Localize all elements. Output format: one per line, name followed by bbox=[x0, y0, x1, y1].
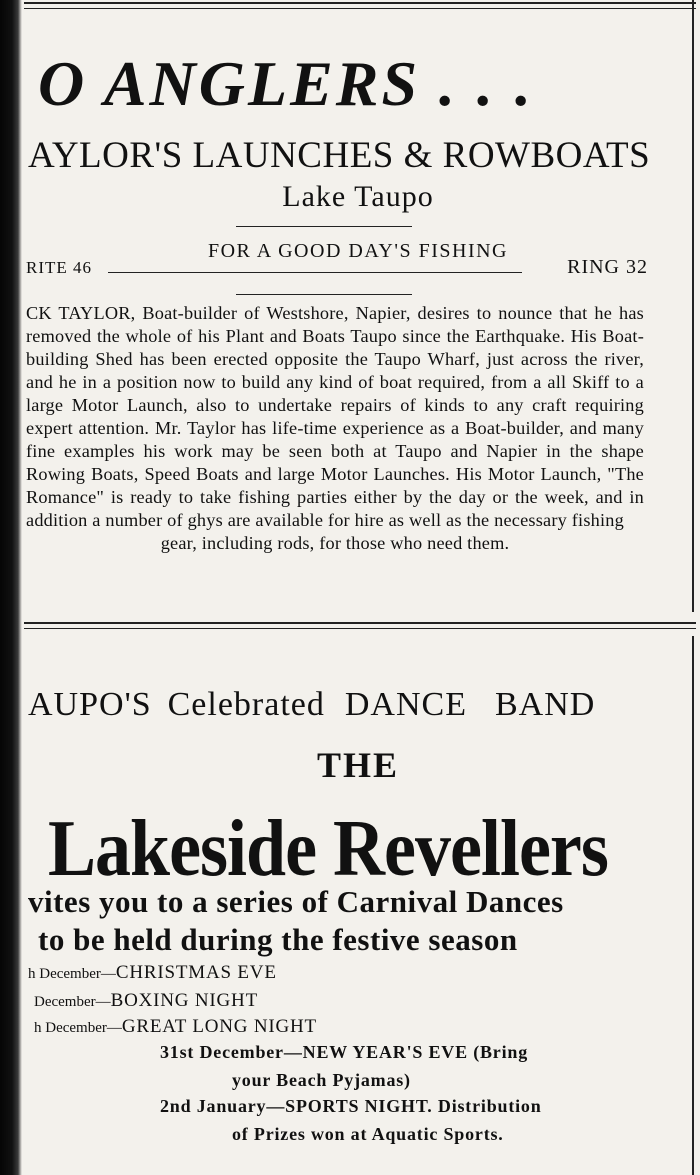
event-name: BOXING NIGHT bbox=[110, 990, 258, 1011]
event-name: CHRISTMAS EVE bbox=[115, 962, 277, 983]
band-intro-line bbox=[28, 686, 668, 724]
band-intro-dance: DANCE bbox=[344, 686, 467, 723]
band-article: THE bbox=[316, 745, 400, 785]
business-name: AYLOR'S LAUNCHES & ROWBOATS bbox=[28, 135, 651, 176]
event-name: GREAT LONG NIGHT bbox=[121, 1016, 317, 1037]
phone-left: RITE 46 bbox=[26, 258, 93, 277]
body-paragraph: CK TAYLOR, Boat-builder of Westshore, Napier, desires to nounce that he has removed the whole of his Plant and Boats Taupo since the Earthquake. His Boat-building Shed has been erected opposite the Taupo Wharf, just across the river, and he in a position now to build any kind of boat required, from a all Skiff to a large Motor Launch, also to undertake repairs of kinds to any craft requiring expert attention. Mr. Taylor has life-time experience as a Boat-builder, and many fine examples his work may be seen both at Taupo and Napier in the shape Rowing Boats, Speed Boats and large Motor Launches. His Motor Launch, "The Romance" is ready to take fishing parties either by the day or the week, and in addition a number of ghys are available for hire as well as the necessary fishing bbox=[26, 303, 644, 530]
event-name: NEW YEAR'S EVE (Bring bbox=[302, 1042, 528, 1062]
divider-rule-2 bbox=[236, 294, 412, 295]
band-intro-celebrated: Celebrated bbox=[167, 686, 325, 723]
event-christmas-eve bbox=[28, 962, 277, 984]
fishing-tagline: FOR A GOOD DAY'S FISHING bbox=[207, 240, 509, 262]
event-date: 31st December— bbox=[160, 1042, 303, 1062]
band-name: Lakeside Revellers bbox=[48, 803, 608, 893]
anglers-headline: O ANGLERS . . . bbox=[38, 48, 535, 119]
event-date: h December— bbox=[34, 1020, 122, 1036]
phone-leader-rule bbox=[108, 272, 522, 273]
event-sports-night-cont bbox=[232, 1124, 504, 1145]
section-divider-rule bbox=[24, 622, 696, 624]
dance-band-advertisement bbox=[24, 636, 694, 1175]
event-name: SPORTS NIGHT. Distribution bbox=[285, 1096, 542, 1116]
advertisement-body bbox=[26, 302, 644, 555]
event-sports-night bbox=[160, 1096, 542, 1117]
invite-line-1: vites you to a series of Carnival Dances bbox=[28, 884, 564, 919]
invite-line-2: to be held during the festive season bbox=[38, 922, 518, 957]
event-date: h December— bbox=[28, 966, 116, 982]
event-date: 2nd January— bbox=[160, 1096, 286, 1116]
event-new-years-eve-cont bbox=[232, 1070, 411, 1091]
anglers-advertisement bbox=[24, 0, 694, 612]
event-date: December— bbox=[34, 994, 111, 1010]
band-intro-band: BAND bbox=[494, 686, 596, 723]
event-boxing-night bbox=[34, 990, 258, 1012]
divider-rule bbox=[236, 226, 412, 227]
phone-right: RING 32 bbox=[567, 256, 648, 278]
event-name: of Prizes won at Aquatic Sports. bbox=[232, 1124, 504, 1144]
page-binding-edge bbox=[0, 0, 22, 1175]
event-new-years-eve bbox=[160, 1042, 528, 1063]
event-great-long-night bbox=[34, 1016, 317, 1038]
body-last-line: gear, including rods, for those who need them. bbox=[160, 533, 510, 553]
location-line: Lake Taupo bbox=[282, 180, 434, 213]
band-intro-town: AUPO'S bbox=[28, 686, 152, 723]
event-name: your Beach Pyjamas) bbox=[232, 1070, 411, 1090]
